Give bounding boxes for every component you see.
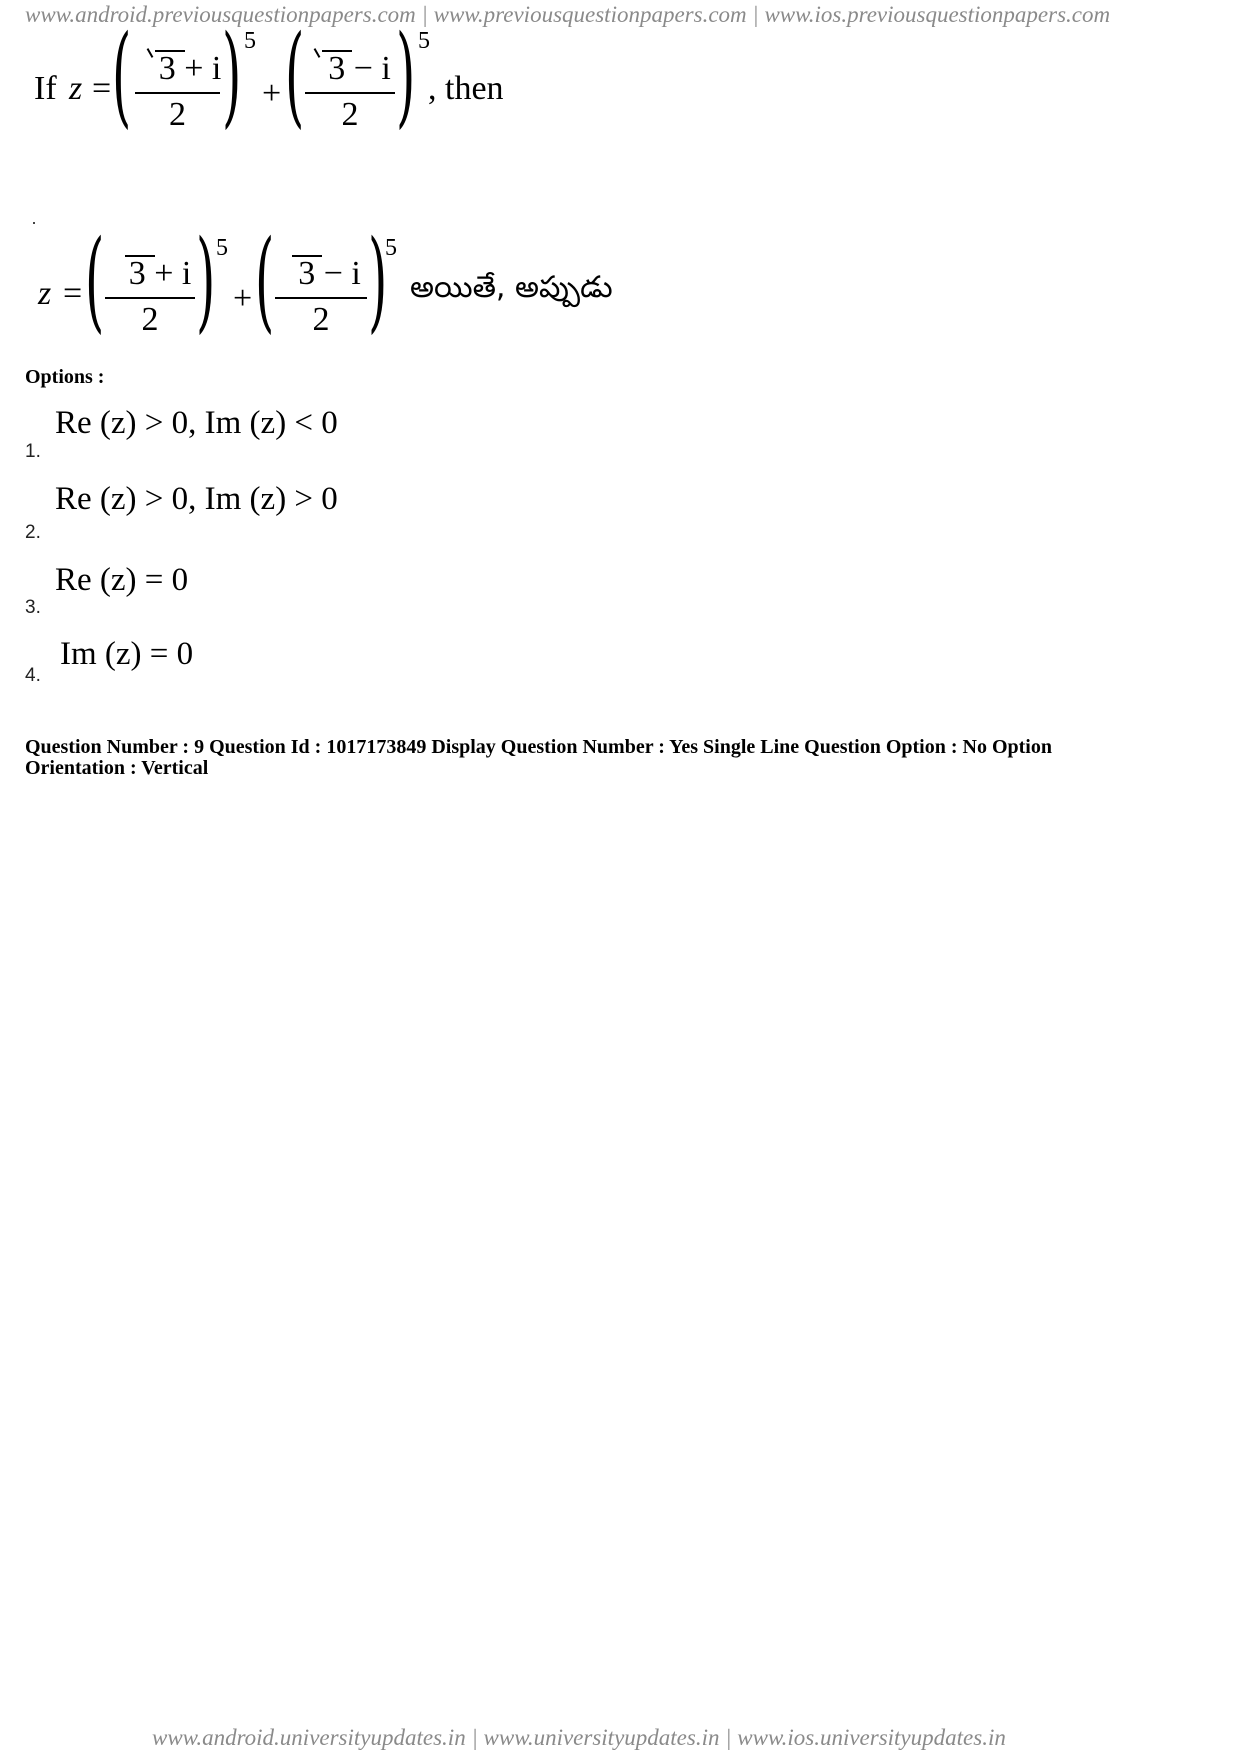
plus-sign: + — [262, 75, 282, 112]
option-4-text[interactable]: Im (z) = 0 — [60, 636, 194, 672]
footer-watermark: www.android.universityupdates.in | www.universityupdates.in | www.ios.universityupdates.in — [152, 1725, 1006, 1750]
right-paren-1: ) — [222, 11, 242, 139]
variable-z: z — [69, 70, 83, 107]
fraction-denominator-2: 2 — [341, 96, 359, 133]
fraction-denominator-te-2: 2 — [312, 301, 330, 338]
fraction-numerator-te-1: 3 + i — [128, 255, 192, 292]
right-paren-2: ) — [396, 11, 416, 139]
fraction-numerator-1: 3 + i — [158, 50, 222, 87]
fraction-bar-te-1 — [105, 297, 195, 299]
question-suffix: , then — [428, 70, 504, 107]
exponent-1: 5 — [244, 28, 256, 54]
option-1-number: 1. — [25, 441, 41, 462]
option-4-number: 4. — [25, 665, 41, 686]
metadata-line-2: Orientation : Vertical — [25, 757, 209, 779]
question-equation-te — [0, 0, 1240, 360]
variable-z-te: z — [38, 275, 52, 312]
option-2-text[interactable]: Re (z) > 0, Im (z) > 0 — [55, 481, 338, 517]
fraction-numerator-2: 3 − i — [328, 50, 391, 87]
question-suffix-te: అయితే, అప్పుడు — [410, 270, 613, 305]
option-3-number: 3. — [25, 597, 41, 618]
left-paren-te-1: ( — [85, 216, 105, 344]
equals-sign: = — [92, 70, 112, 107]
exponent-te-1: 5 — [216, 235, 228, 261]
option-3-text[interactable]: Re (z) = 0 — [55, 562, 189, 598]
exponent-te-2: 5 — [385, 235, 397, 261]
plus-sign-te: + — [233, 280, 253, 317]
option-1-text[interactable]: Re (z) > 0, Im (z) < 0 — [55, 405, 338, 441]
header-watermark: www.android.previousquestionpapers.com | www.previousquestionpapers.com | www.ios.previousquestionpapers.com — [25, 2, 1111, 27]
options-label: Options : — [25, 366, 105, 388]
question-metadata — [25, 737, 1195, 779]
option-2-number: 2. — [25, 522, 41, 543]
exponent-2: 5 — [418, 28, 430, 54]
metadata-line-1: Question Number : 9 Question Id : 1017173849 Display Question Number : Yes Single Line Question Option : No Option — [25, 736, 1052, 758]
question-prefix: If — [34, 70, 57, 107]
fraction-numerator-te-2: 3 − i — [298, 255, 361, 292]
right-paren-te-1: ) — [196, 216, 216, 344]
fraction-denominator-te-1: 2 — [141, 301, 159, 338]
equals-sign-te: = — [63, 275, 83, 312]
left-paren-te-2: ( — [255, 216, 275, 344]
fraction-denominator-1: 2 — [169, 96, 186, 133]
fraction-bar-te-2 — [275, 297, 367, 299]
right-paren-te-2: ) — [368, 216, 388, 344]
left-paren-2: ( — [285, 11, 305, 139]
left-paren-1: ( — [112, 11, 132, 139]
